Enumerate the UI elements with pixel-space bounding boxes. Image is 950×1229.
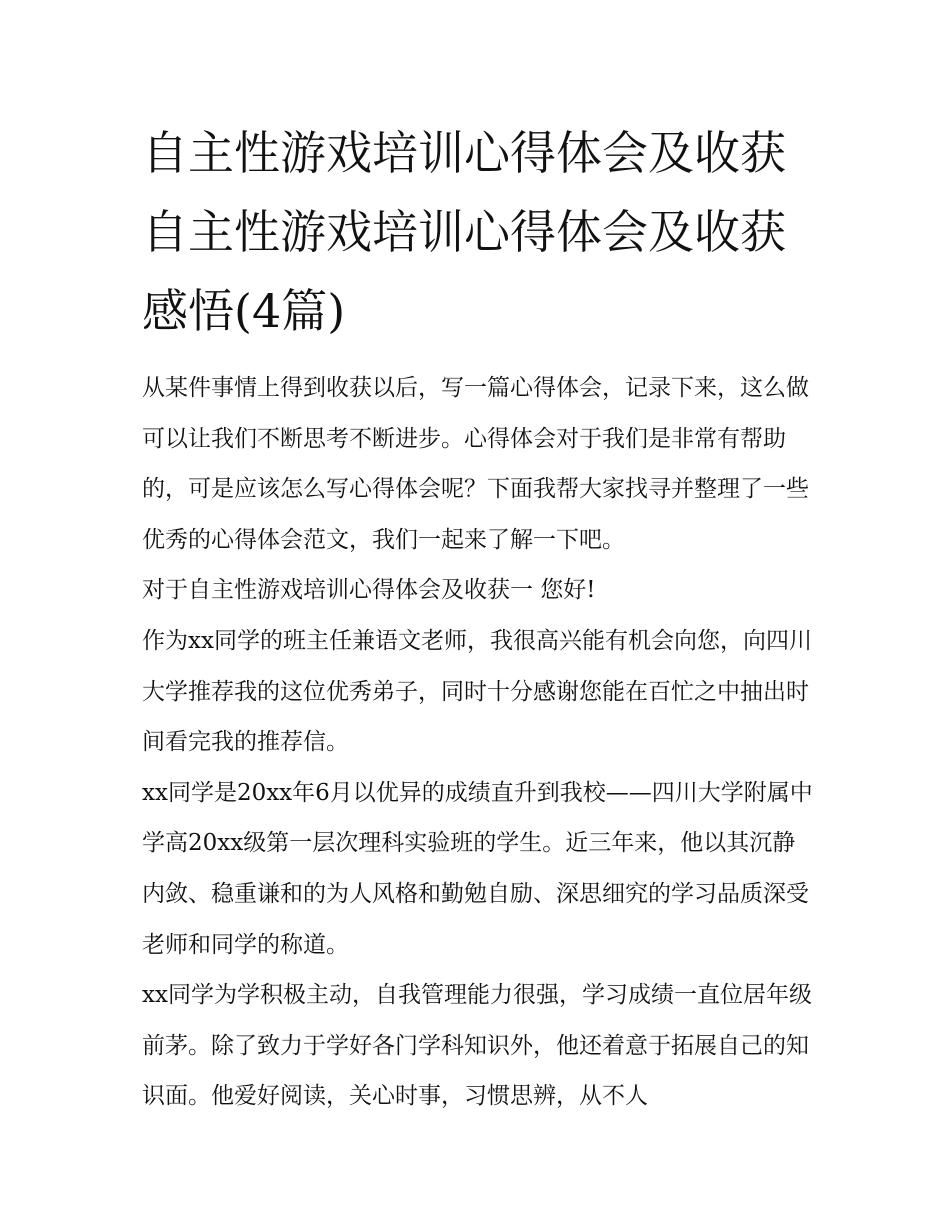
paragraph-student-background: xx同学是20xx年6月以优异的成绩直升到我校——四川大学附属中学高20xx级第一层次理科实验班的学生。近三年来，他以其沉静内敛、稳重谦和的为人风格和勤勉自励、深思细究的学习品质深受老师和同学的称道。 bbox=[142, 779, 813, 958]
document-body bbox=[142, 114, 818, 1122]
paragraph-student-learning: xx同学为学积极主动，自我管理能力很强，学习成绩一直位居年级前茅。除了致力于学好各门学科知识外，他还着意于拓展自己的知识面。他爱好阅读，关心时事，习惯思辨，从不人 bbox=[142, 982, 812, 1110]
paragraph-intro: 从某件事情上得到收获以后，写一篇心得体会，记录下来，这么做可以让我们不断思考不断进步。心得体会对于我们是非常有帮助的，可是应该怎么写心得体会呢？下面我帮大家找寻并整理了一些优秀的心得体会范文，我们一起来了解一下吧。 bbox=[142, 375, 809, 553]
paragraph-recommendation: 作为xx同学的班主任兼语文老师，我很高兴能有机会向您，向四川大学推荐我的这位优秀弟子，同时十分感谢您能在百忙之中抽出时间看完我的推荐信。 bbox=[142, 627, 812, 756]
document-title: 自主性游戏培训心得体会及收获 自主性游戏培训心得体会及收获感悟(4篇) bbox=[142, 126, 786, 338]
paragraph-heading-line: 对于自主性游戏培训心得体会及收获一 您好! bbox=[142, 577, 596, 604]
